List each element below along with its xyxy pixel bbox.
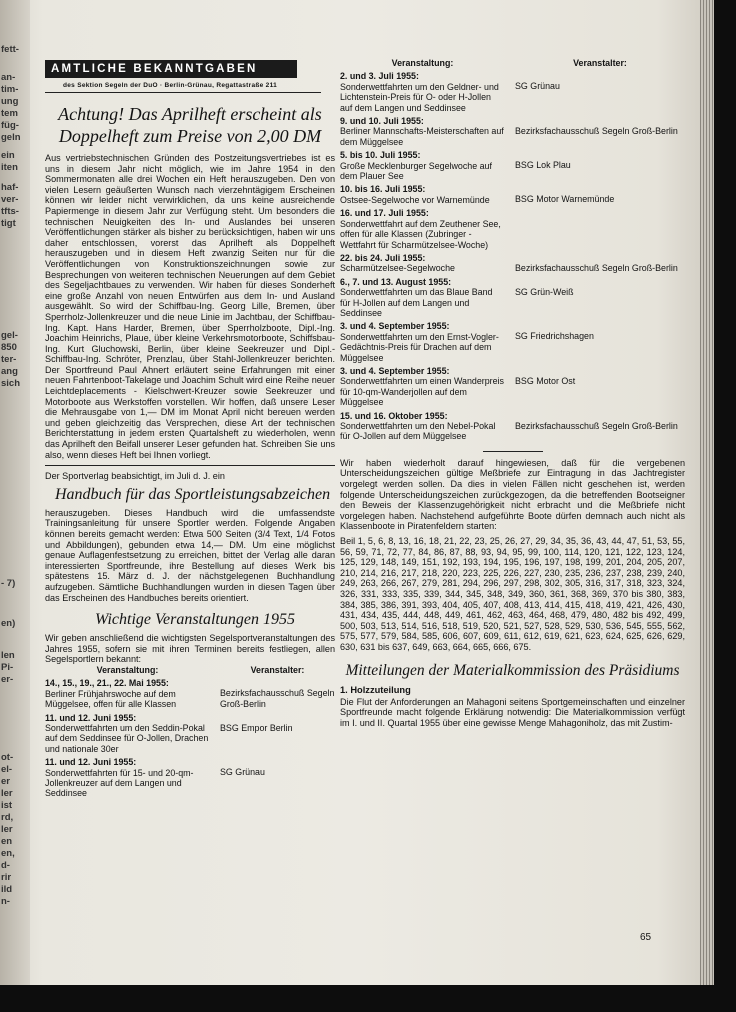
event-cell xyxy=(340,71,513,116)
binding-fragment: iten xyxy=(1,162,18,173)
event-name: Sonderwettfahrten um das Blaue Band für H-Jollen auf dem Langen und Seddinsee xyxy=(340,287,493,318)
event-cell xyxy=(340,321,513,366)
event-date: 22. bis 24. Juli 1955: xyxy=(340,252,426,263)
event-date: 10. bis 16. Juli 1955: xyxy=(340,184,426,195)
event-date: 9. und 10. Juli 1955: xyxy=(340,116,424,127)
binding-fragment: ver- xyxy=(1,194,19,205)
event-organizer: BSG Motor Warnemünde xyxy=(515,194,615,205)
event-organizer: SG Grün-Weiß xyxy=(515,286,574,297)
event-name: Sonderwettfahrten für 15- und 20-qm-Jollenkreuzer auf dem Langen und Seddinsee xyxy=(45,767,194,799)
binding-fragment: ild xyxy=(1,884,13,895)
binding-fragment: tigt xyxy=(1,218,16,229)
divider xyxy=(483,451,543,452)
section-heading-holzzuteilung: 1. Holzzuteilung xyxy=(340,684,411,695)
event-row xyxy=(45,757,335,802)
event-organizer: SG Grünau xyxy=(515,81,560,92)
event-organizer: BSG Lok Plau xyxy=(515,160,571,171)
binding-fragment: tim- xyxy=(1,84,19,95)
binding-fragment: er- xyxy=(1,674,14,685)
section-banner-subtitle: des Sektion Segeln der DuO · Berlin-Grünau, Regattastraße 211 xyxy=(45,78,321,93)
event-organizer: BSG Empor Berlin xyxy=(220,722,293,733)
binding-fragment: el- xyxy=(1,764,13,775)
section-banner: AMTLICHE BEKANNTGABEN xyxy=(45,60,297,78)
left-column xyxy=(45,60,335,802)
binding-fragment: en xyxy=(1,836,13,847)
binding-fragment: geln xyxy=(1,132,21,143)
event-row xyxy=(340,150,685,184)
event-date: 2. und 3. Juli 1955: xyxy=(340,71,419,82)
event-cell xyxy=(340,208,513,253)
notice-withdrawn-sail-numbers: Wir haben wiederholt darauf hingewiesen, daß für die vergebenen Unterscheidungszeichen gültige Meßbriefe zur Eintragung in das Jachtregister vorgelegt werden sollen. Da dies in vielen Fällen nicht geschehen ist, werden folgende Unterscheidungszeichen zurückgezogen, da die betreffenden Bootseigner den Beweis der Klassenzugehörigkeit nicht erbracht und die Meßbriefe nicht vorgelegen haben. Nachstehend aufgeführte Boote dürfen demnach auch nicht als Klassenboote in Piratenfeldern starten: xyxy=(340,457,685,532)
divider xyxy=(45,465,335,466)
event-row xyxy=(340,71,685,116)
event-date: 15. und 16. Oktober 1955: xyxy=(340,410,448,421)
event-name: Berliner Mannschafts-Meisterschaften auf dem Müggelsee xyxy=(340,126,504,147)
event-name: Sonderwettfahrten um den Geldner- und Lichtenstein-Preis für O- oder H-Jollen auf dem Langen und Seddinsee xyxy=(340,81,499,113)
binding-fragment: en) xyxy=(1,618,16,629)
event-cell xyxy=(340,411,513,445)
event-cell xyxy=(45,713,218,758)
col-header-organizer: Veranstalter: xyxy=(573,58,627,68)
event-row xyxy=(340,411,685,445)
event-row xyxy=(340,116,685,150)
binding-margin xyxy=(0,0,30,985)
event-date: 14., 15., 19., 21., 22. Mai 1955: xyxy=(45,678,169,689)
event-organizer: Bezirksfachausschuß Segeln Groß-Berlin xyxy=(220,688,335,709)
event-date: 6., 7. und 13. August 1955: xyxy=(340,276,452,287)
binding-fragment: ler xyxy=(1,788,13,799)
event-cell xyxy=(340,366,513,411)
event-cell xyxy=(45,757,218,802)
event-date: 3. und 4. September 1955: xyxy=(340,365,450,376)
event-row xyxy=(45,713,335,758)
event-name: Sonderwettfahrt auf dem Zeuthener See, offen für alle Klassen (Zubringer - Wettfahrt für Scharmützelsee-Woche) xyxy=(340,218,501,250)
binding-fragment: fett- xyxy=(1,44,19,55)
event-date: 5. bis 10. Juli 1955: xyxy=(340,150,421,161)
event-organizer xyxy=(513,208,685,253)
binding-fragment: tem xyxy=(1,108,18,119)
event-date: 3. und 4. September 1955: xyxy=(340,321,450,332)
binding-fragment: rir xyxy=(1,872,12,883)
binding-fragment: d- xyxy=(1,860,10,871)
event-row xyxy=(340,184,685,208)
event-row xyxy=(340,208,685,253)
binding-fragment: füg- xyxy=(1,120,19,131)
right-column xyxy=(340,58,685,728)
event-name: Sonderwettfahrten um einen Wanderpreis für 10-qm-Wanderjollen auf dem Müggelsee xyxy=(340,376,504,408)
event-row xyxy=(340,253,685,277)
binding-fragment: Pi- xyxy=(1,662,14,673)
event-name: Ostsee-Segelwoche vor Warnemünde xyxy=(340,194,490,205)
event-cell xyxy=(45,678,218,712)
binding-fragment: tfts- xyxy=(1,206,19,217)
binding-fragment: ung xyxy=(1,96,19,107)
event-cell xyxy=(340,253,513,277)
binding-fragment: er xyxy=(1,776,10,787)
event-row xyxy=(340,277,685,322)
binding-fragment: len xyxy=(1,650,15,661)
event-row xyxy=(340,366,685,411)
binding-fragment: ter- xyxy=(1,354,17,365)
binding-fragment: ang xyxy=(1,366,18,377)
event-row xyxy=(45,678,335,712)
event-name: Sonderwettfahrten um den Seddin-Pokal auf dem Seddinsee für O-Jollen, Drachen und nationale 30er xyxy=(45,722,209,754)
withdrawn-sail-numbers-list: Beil 1, 5, 6, 8, 13, 16, 18, 21, 22, 23, 25, 26, 27, 29, 34, 35, 36, 43, 44, 47, 51, 53, 55, 56, 59, 71, 72, 77, 84, 86, 87, 88, 93, 94, 95, 99, 100, 114, 120, 121, 122, 123, 124, 125, 129, 148, 149, 151, 192, 193, 194, 195, 196, 197, 198, 199, 201, 204, 205, 207, 210, 214, 216, 217, 218, 220, 223, 225, 226, 227, 230, 235, 236, 237, 238, 239, 240, 249, 263, 266, 267, 279, 281, 294, 296, 297, 298, 302, 305, 316, 317, 318, 323, 324, 326, 331, 333, 335, 339, 344, 345, 348, 349, 360, 361, 368, 369, 370 bis 380, 383, 384, 385, 386, 391, 393, 404, 405, 407, 408, 413, 414, 415, 418, 419, 421, 426, 430, 431, 434, 435, 444, 448, 449, 461, 462, 463, 464, 468, 479, 480, 482 bis 492, 499, 500, 503, 513, 514, 516, 518, 519, 520, 521, 527, 528, 529, 530, 536, 545, 555, 562, 575, 577, 579, 584, 585, 606, 607, 609, 611, 612, 619, 621, 623, 624, 625, 626, 629, 630, 631 bis 637, 649, 663, 664, 665, 666, 675. xyxy=(340,535,685,652)
binding-fragment: ler xyxy=(1,824,13,835)
event-name: Sonderwettfahrten um den Ernst-Vogler-Gedächtnis-Preis für Drachen auf dem Müggelsee xyxy=(340,331,499,363)
binding-fragment: ot- xyxy=(1,752,14,763)
event-organizer: SG Grünau xyxy=(220,767,265,778)
event-cell xyxy=(340,277,513,322)
event-name: Berliner Frühjahrswoche auf dem Müggelsee, offen für alle Klassen xyxy=(45,688,177,710)
col-header-event: Veranstaltung: xyxy=(96,664,159,675)
event-name: Große Mecklenburger Segelwoche auf dem Plauer See xyxy=(340,160,492,182)
col-header-event: Veranstaltung: xyxy=(391,58,454,68)
binding-fragment: ist xyxy=(1,800,13,811)
events-table-right xyxy=(340,58,685,445)
event-organizer: Bezirksfachausschuß Segeln Groß-Berlin xyxy=(515,420,678,431)
binding-fragment: haf- xyxy=(1,182,19,193)
binding-fragment: gel- xyxy=(1,330,18,341)
article-title-handbuch: Handbuch für das Sportleistungsabzeichen xyxy=(55,485,331,503)
article-title-materialkommission: Mitteilungen der Materialkommission des Präsidiums xyxy=(345,661,680,679)
event-organizer: BSG Motor Ost xyxy=(515,375,576,386)
binding-fragment: ein xyxy=(1,150,15,161)
binding-fragment: n- xyxy=(1,896,10,907)
event-cell xyxy=(340,116,513,150)
event-name: Sonderwettfahrten um den Nebel-Pokal für O-Jollen auf dem Müggelsee xyxy=(340,421,496,442)
event-name: Scharmützelsee-Segelwoche xyxy=(340,263,455,274)
article-body-handbuch: herauszugeben. Dieses Handbuch wird die umfassendste Trainingsanleitung für unsere Sportler werden. Folgende Angaben können bereits gemacht werden: Etwa 500 Seiten (3/4 Text, 1/4 Fotos und Abbildungen), gebunden etwa 14,— DM. Um eine möglichst genaue Auflagenfestsetzung zu erreichen, bittet der Verlag alle daran interessierten Sportfreunde, ihre Bestellung auf dieses Werk bis spätestens 15. März d. J. der nächstgelegenen Buchhandlung aufzugeben. Sämtliche Buchhandlungen wurden in diesen Tagen über das Erscheinen des Handbuches bereits orientiert. xyxy=(45,507,335,603)
article-title-aprilheft: Achtung! Das Aprilheft erscheint als Doppelheft zum Preise von 2,00 DM xyxy=(58,104,322,146)
page-number: 65 xyxy=(640,932,652,943)
binding-fragment: 850 xyxy=(1,342,17,353)
article-body-veranstaltungen: Wir geben anschließend die wichtigsten Segelsportveranstaltungen des Jahres 1955, sofern sie mit ihren Terminen bereits festliegen, allen Segelsportlern bekannt: xyxy=(45,633,335,665)
events-table-left xyxy=(45,665,335,802)
event-organizer: SG Friedrichshagen xyxy=(515,331,594,342)
article-body-aprilheft: Aus vertriebstechnischen Gründen des Postzeitungsvertriebes ist es uns in diesem Jahr nicht möglich, wie im Jahre 1954 in den Sommermonaten alle drei Wochen ein Heft herauszugeben. Den von vielen Lesern geäußerten Wunsch nach vierzehntägigem Erscheinen können wir leider nicht verwirklichen, da uns keine ausreichende Papiermenge in diesem Jahr zur Verfügung steht. Um besonders die technischen Neuigkeiten des In- und Auslandes bei unseren Veröffentlichungen stärker als bisher zu berücksichtigen, haben wir uns daher entschlossen, vorerst das Aprilheft als Doppelheft herauszugeben und in diesem Heft zwanzig Seiten nur für die Veröffentlichungen von Konstruktionszeichnungen sowie zur Besprechungen von weiteren technischen Neuerungen auf dem Gebiet des Segeljachtbaues zu verwenden. Wir haben für dieses Sonderheft eine große Anzahl von neuen Entwürfen aus dem In- und Ausland ausgewählt. So wird der Schiffbau-Ing. Georg Lille, Bremen, über Sperrholz-Jollenkreuzer und die neue Linie im Jachtbau, der Schiffbau-Ing. Kapt. Hans Harder, Bremen, über Sperrholzboote, Dipl.-Ing. Joachim Heinrichs, Plaue, über kleine Verkehrsmotorboote, Schiffsbau-Ing. Kurt Gluchowski, Berlin, über kleine Seekreuzer und Dipl.-Schiffbau-Ing. Schröter, Prenzlau, über Stahl-Jollenkreuzer berichten. Der Sportfreund Paul Ahnert erläutert seine Erfahrungen mit einer neuen Fahrtenboot-Takelage und Joachim Schult wird eine Reihe neuer Leichtdeplacements - Kielschwert-Kreuzer sowie Seekreuzer und Motorboote aus Werkstoffen vorstellen. Wir hoffen, daß unsere Leser die Mehrausgabe von 1,— DM im Monat April nicht bereuen werden und geben gleichzeitig das Versprechen, diese Art der technischen Berichterstattung in jedem ersten Quartalsheft zu wiederholen, wenn das Aprilheft den Beifall unserer Leser gefunden hat. Schreiben Sie uns also, wenn dieses Heft bei Ihnen vorliegt. xyxy=(45,153,335,460)
binding-fragment: sich xyxy=(1,378,21,389)
event-cell xyxy=(340,184,513,208)
col-header-organizer: Veranstalter: xyxy=(250,664,305,675)
article-intro-handbuch: Der Sportverlag beabsichtigt, im Juli d. J. ein xyxy=(45,471,225,482)
event-date: 11. und 12. Juni 1955: xyxy=(45,757,137,768)
event-cell xyxy=(340,150,513,184)
binding-fragment: en, xyxy=(1,848,15,859)
event-row xyxy=(340,321,685,366)
article-title-veranstaltungen: Wichtige Veranstaltungen 1955 xyxy=(95,611,295,629)
event-organizer: Bezirksfachausschuß Segeln Groß-Berlin xyxy=(515,126,678,137)
event-organizer: Bezirksfachausschuß Segeln Groß-Berlin xyxy=(515,262,678,273)
event-date: 16. und 17. Juli 1955: xyxy=(340,208,429,219)
event-date: 11. und 12. Juni 1955: xyxy=(45,712,137,723)
page-stack-edge xyxy=(700,0,714,985)
binding-fragment: - 7) xyxy=(1,578,16,589)
binding-fragment: rd, xyxy=(1,812,14,823)
section-body-holzzuteilung: Die Flut der Anforderungen an Mahagoni seitens Sportgemeinschaften und einzelner Sportfreunde macht folgende Erklärung notwendig: Die Materialkommission verfügt im I. und II. Quartal 1955 über eine gewisse Menge Mahagoniholz, das mit Zustim- xyxy=(340,696,685,728)
binding-fragment: an- xyxy=(1,72,16,83)
